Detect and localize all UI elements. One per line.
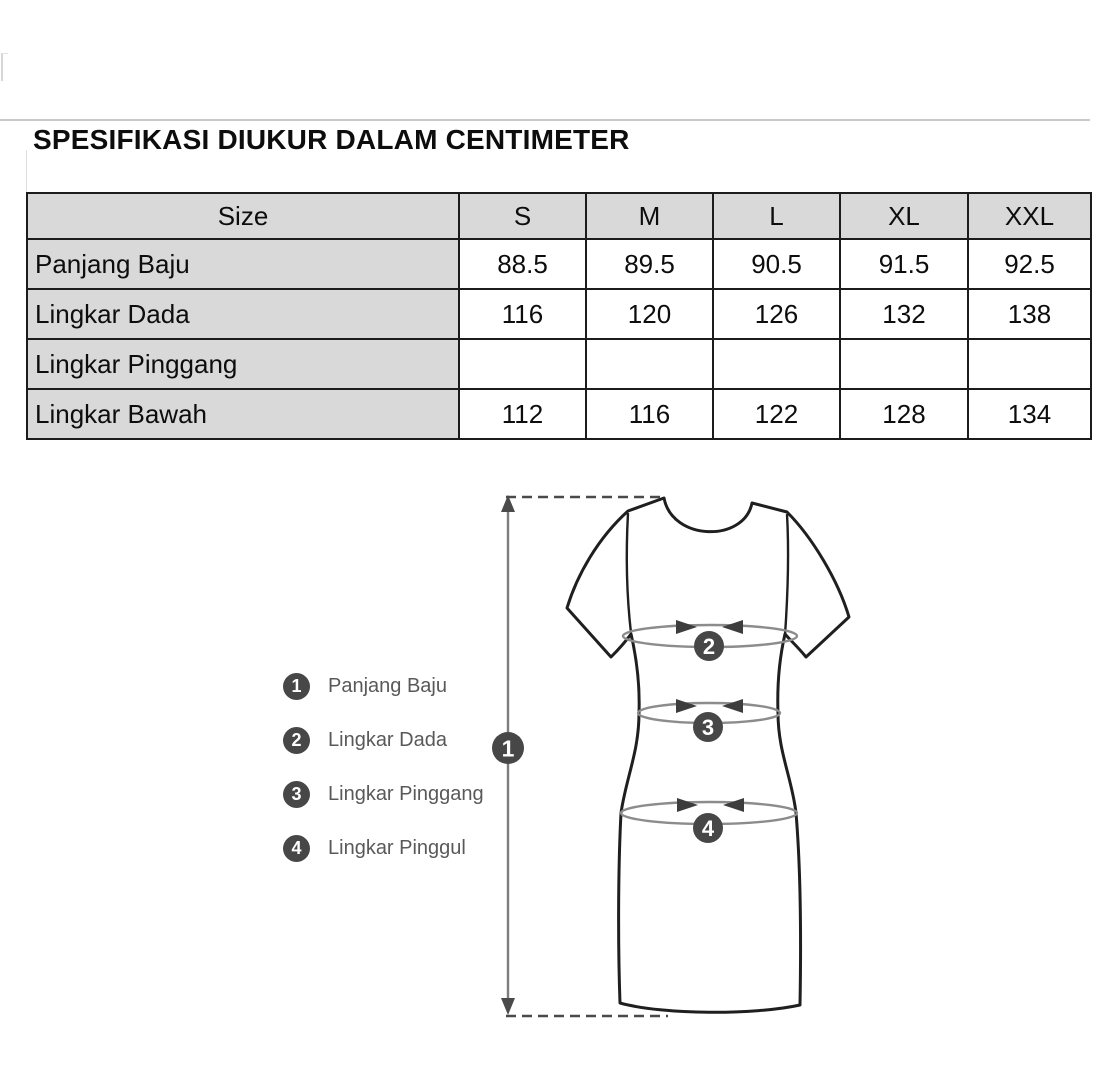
legend (283, 673, 484, 862)
size-value-cell: 116 (586, 389, 713, 439)
section-divider-line (0, 119, 1090, 121)
size-value-cell: 89.5 (586, 239, 713, 289)
column-header-l: L (713, 193, 840, 239)
legend-number-badge: 1 (283, 673, 310, 700)
table-corner-artifact-line (26, 150, 27, 193)
column-header-xxl: XXL (968, 193, 1091, 239)
column-header-xl: XL (840, 193, 968, 239)
hip-badge-number: 4 (701, 815, 715, 841)
size-value-cell: 92.5 (968, 239, 1091, 289)
legend-label: Panjang Baju (328, 675, 447, 697)
table-row (27, 339, 1091, 389)
size-value-cell: 112 (459, 389, 586, 439)
size-value-cell: 122 (713, 389, 840, 439)
table-row (27, 239, 1091, 289)
column-header-m: M (586, 193, 713, 239)
length-badge-number: 1 (501, 735, 515, 762)
column-header-size: Size (27, 193, 459, 239)
size-value-cell: 91.5 (840, 239, 968, 289)
length-arrow-down-icon (501, 998, 515, 1015)
size-value-cell (840, 339, 968, 389)
waist-badge-number: 3 (701, 714, 715, 740)
size-value-cell: 134 (968, 389, 1091, 439)
legend-number-badge: 4 (283, 835, 310, 862)
legend-item (283, 673, 484, 700)
size-value-cell: 90.5 (713, 239, 840, 289)
size-value-cell: 126 (713, 289, 840, 339)
legend-number-badge: 3 (283, 781, 310, 808)
table-row (27, 289, 1091, 339)
size-table-body (27, 239, 1091, 439)
legend-label: Lingkar Pinggul (328, 837, 466, 859)
legend-item (283, 781, 484, 808)
legend-item (283, 727, 484, 754)
size-spec-table (26, 192, 1092, 440)
dress-measurement-diagram (480, 488, 920, 1036)
size-value-cell (968, 339, 1091, 389)
size-value-cell: 138 (968, 289, 1091, 339)
legend-label: Lingkar Pinggang (328, 783, 484, 805)
row-label: Lingkar Dada (27, 289, 459, 339)
size-value-cell (459, 339, 586, 389)
size-value-cell: 132 (840, 289, 968, 339)
dress-outline (567, 498, 849, 1012)
size-value-cell (713, 339, 840, 389)
left-edge-crop-artifact (1, 53, 8, 81)
size-value-cell: 128 (840, 389, 968, 439)
size-table-head (27, 193, 1091, 239)
row-label: Lingkar Pinggang (27, 339, 459, 389)
legend-label: Lingkar Dada (328, 729, 447, 751)
size-value-cell: 116 (459, 289, 586, 339)
legend-item (283, 835, 484, 862)
table-row (27, 389, 1091, 439)
size-value-cell: 120 (586, 289, 713, 339)
size-value-cell: 88.5 (459, 239, 586, 289)
row-label: Lingkar Bawah (27, 389, 459, 439)
column-header-s: S (459, 193, 586, 239)
row-label: Panjang Baju (27, 239, 459, 289)
chest-badge-number: 2 (702, 633, 716, 659)
section-title: SPESIFIKASI DIUKUR DALAM CENTIMETER (33, 124, 630, 155)
size-table-header-row (27, 193, 1091, 239)
legend-number-badge: 2 (283, 727, 310, 754)
size-value-cell (586, 339, 713, 389)
